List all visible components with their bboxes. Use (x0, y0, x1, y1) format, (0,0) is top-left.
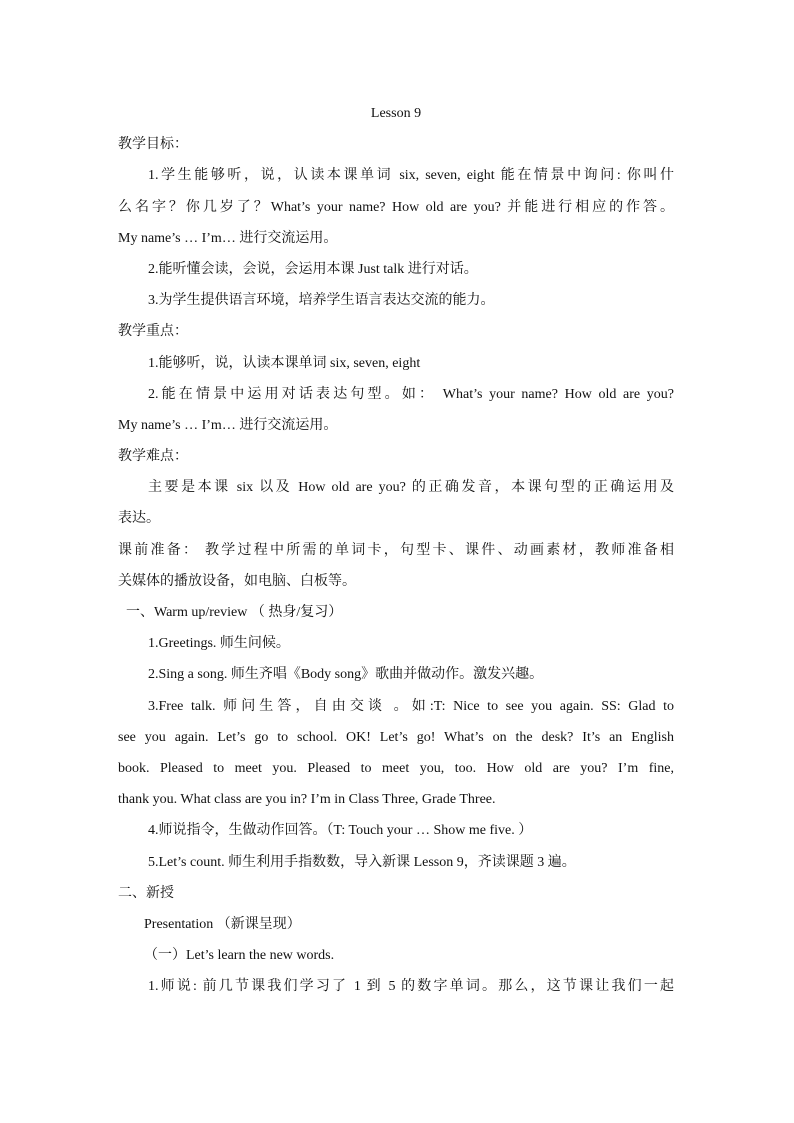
text-line: 1.能够听，说，认读本课单词 six, seven, eight (148, 355, 421, 371)
text-line: book. Pleased to meet you. Pleased to meet you, too. How old are you? I’m fine, (118, 760, 674, 776)
text-line: 教学重点： (118, 324, 188, 340)
document-body (118, 129, 674, 1002)
text-line: 3.为学生提供语言环境，培养学生语言表达交流的能力。 (148, 293, 495, 309)
text-line: 2.能在情景中运用对话表达句型。如： What’s your name? How old are you? (148, 386, 674, 402)
text-line: 2.能听懂会读，会说，会运用本课 Just talk 进行对话。 (148, 261, 478, 277)
text-line: 教学目标： (118, 137, 188, 153)
text-line: 1.学生能够听，说，认读本课单词 six, seven, eight 能在情景中询问: 你叫什 (148, 168, 674, 184)
document-page (118, 98, 674, 1002)
text-line: 5.Let’s count. 师生利用手指数数，导入新课 Lesson 9，齐读课题 3 遍。 (148, 854, 576, 870)
text-line: 2.Sing a song. 师生齐唱《Body song》歌曲并做动作。激发兴趣。 (148, 667, 544, 683)
text-line: 1.Greetings. 师生问候。 (148, 636, 290, 652)
text-line: 3.Free talk. 师问生答，自由交谈 。如:T: Nice to see you again. SS: Glad to (148, 698, 674, 714)
text-line: My name’s … I’m… 进行交流运用。 (118, 230, 338, 246)
text-line: 1.师说: 前几节课我们学习了 1 到 5 的数字单词。那么，这节课让我们一起 (148, 979, 674, 995)
text-line: 4.师说指令，生做动作回答。（T: Touch your … Show me five. ） (148, 823, 533, 839)
text-line: Presentation （新课呈现） (144, 916, 301, 932)
text-line: 么名字？你几岁了？What’s your name? How old are you? 并能进行相应的作答。 (118, 199, 674, 215)
lesson-title: Lesson 9 (370, 106, 422, 121)
text-line: 主要是本课 six 以及 How old are you? 的正确发音，本课句型的正确运用及 (148, 480, 674, 496)
text-line: My name’s … I’m… 进行交流运用。 (118, 417, 338, 433)
text-line: 关媒体的播放设备，如电脑、白板等。 (118, 573, 356, 589)
text-line: 教学难点： (118, 449, 188, 465)
text-line: 二、新授 (118, 885, 174, 901)
text-line: 表达。 (118, 511, 160, 527)
text-line: 课前准备： 教学过程中所需的单词卡，句型卡、课件、动画素材，教师准备相 (118, 542, 674, 558)
text-line: see you again. Let’s go to school. OK! Let’s go! What’s on the desk? It’s an English (118, 729, 674, 745)
text-line: （一）Let’s learn the new words. (144, 948, 335, 964)
text-line: 一、Warm up/review （ 热身/复习） (126, 605, 343, 620)
text-line: thank you. What class are you in? I’m in Class Three, Grade Three. (118, 792, 496, 808)
